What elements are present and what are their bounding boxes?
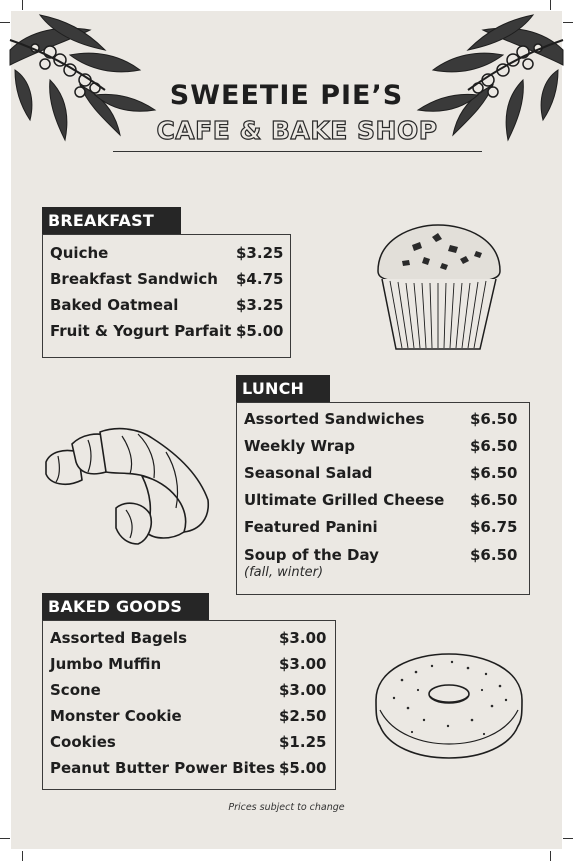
menu-item-name: Seasonal Salad bbox=[244, 464, 373, 482]
menu-item-name: Cookies bbox=[50, 733, 116, 751]
menu-item-price: $5.00 bbox=[279, 759, 327, 777]
menu-item-price: $6.75 bbox=[470, 518, 518, 536]
crop-mark bbox=[563, 838, 573, 839]
menu-item-name: Weekly Wrap bbox=[244, 437, 356, 455]
crop-mark bbox=[550, 0, 551, 10]
menu-item-name: Scone bbox=[50, 681, 101, 699]
menu-item-price: $3.00 bbox=[279, 681, 327, 699]
menu-item-name: Breakfast Sandwich bbox=[50, 270, 218, 288]
menu-item-price: $6.50 bbox=[470, 410, 518, 428]
croissant-icon bbox=[42, 422, 214, 550]
menu-item-name: Assorted Sandwiches bbox=[244, 410, 425, 428]
crop-mark bbox=[0, 22, 10, 23]
section-heading-breakfast: BREAKFAST bbox=[42, 207, 181, 234]
title-divider bbox=[113, 151, 482, 152]
page-title: SWEETIE PIE’S bbox=[169, 80, 404, 111]
menu-box-baked-goods bbox=[42, 620, 336, 790]
page-subtitle: CAFE & BAKE SHOP bbox=[156, 116, 438, 145]
menu-item-name: Jumbo Muffin bbox=[50, 655, 162, 673]
bagel-icon bbox=[372, 650, 526, 760]
menu-item-price: $3.25 bbox=[236, 296, 284, 314]
menu-item-name: Monster Cookie bbox=[50, 707, 182, 725]
muffin-icon bbox=[372, 223, 504, 355]
menu-item-name: Fruit & Yogurt Parfait bbox=[50, 322, 232, 340]
menu-item-price: $5.00 bbox=[236, 322, 284, 340]
menu-item-name: Ultimate Grilled Cheese bbox=[244, 491, 445, 509]
menu-item-name: Baked Oatmeal bbox=[50, 296, 179, 314]
crop-mark bbox=[0, 838, 10, 839]
menu-box-breakfast bbox=[42, 234, 291, 358]
menu-item-name: Featured Panini bbox=[244, 518, 378, 536]
menu-item-price: $6.50 bbox=[470, 491, 518, 509]
crop-mark bbox=[22, 851, 23, 861]
menu-item-price: $2.50 bbox=[279, 707, 327, 725]
menu-item-price: $3.00 bbox=[279, 655, 327, 673]
footer-note: Prices subject to change bbox=[228, 802, 345, 813]
menu-item-price: $3.25 bbox=[236, 244, 284, 262]
menu-item-price: $1.25 bbox=[279, 733, 327, 751]
menu-item-name: Assorted Bagels bbox=[50, 629, 188, 647]
crop-mark bbox=[550, 851, 551, 861]
menu-item-price: $3.00 bbox=[279, 629, 327, 647]
section-heading-baked-goods: BAKED GOODS bbox=[42, 593, 209, 620]
menu-item-price: $6.50 bbox=[470, 546, 518, 564]
menu-item-note-text: (fall, winter) bbox=[244, 565, 324, 580]
crop-mark bbox=[22, 0, 23, 10]
menu-item-price: $6.50 bbox=[470, 464, 518, 482]
section-heading-lunch: LUNCH bbox=[236, 375, 330, 402]
menu-item-price: $4.75 bbox=[236, 270, 284, 288]
menu-item-price: $6.50 bbox=[470, 437, 518, 455]
crop-mark bbox=[563, 22, 573, 23]
menu-box-lunch bbox=[236, 402, 530, 595]
menu-item-name: Quiche bbox=[50, 244, 109, 262]
menu-item-name: Peanut Butter Power Bites bbox=[50, 759, 276, 777]
menu-item-name: Soup of the Day bbox=[244, 546, 379, 564]
